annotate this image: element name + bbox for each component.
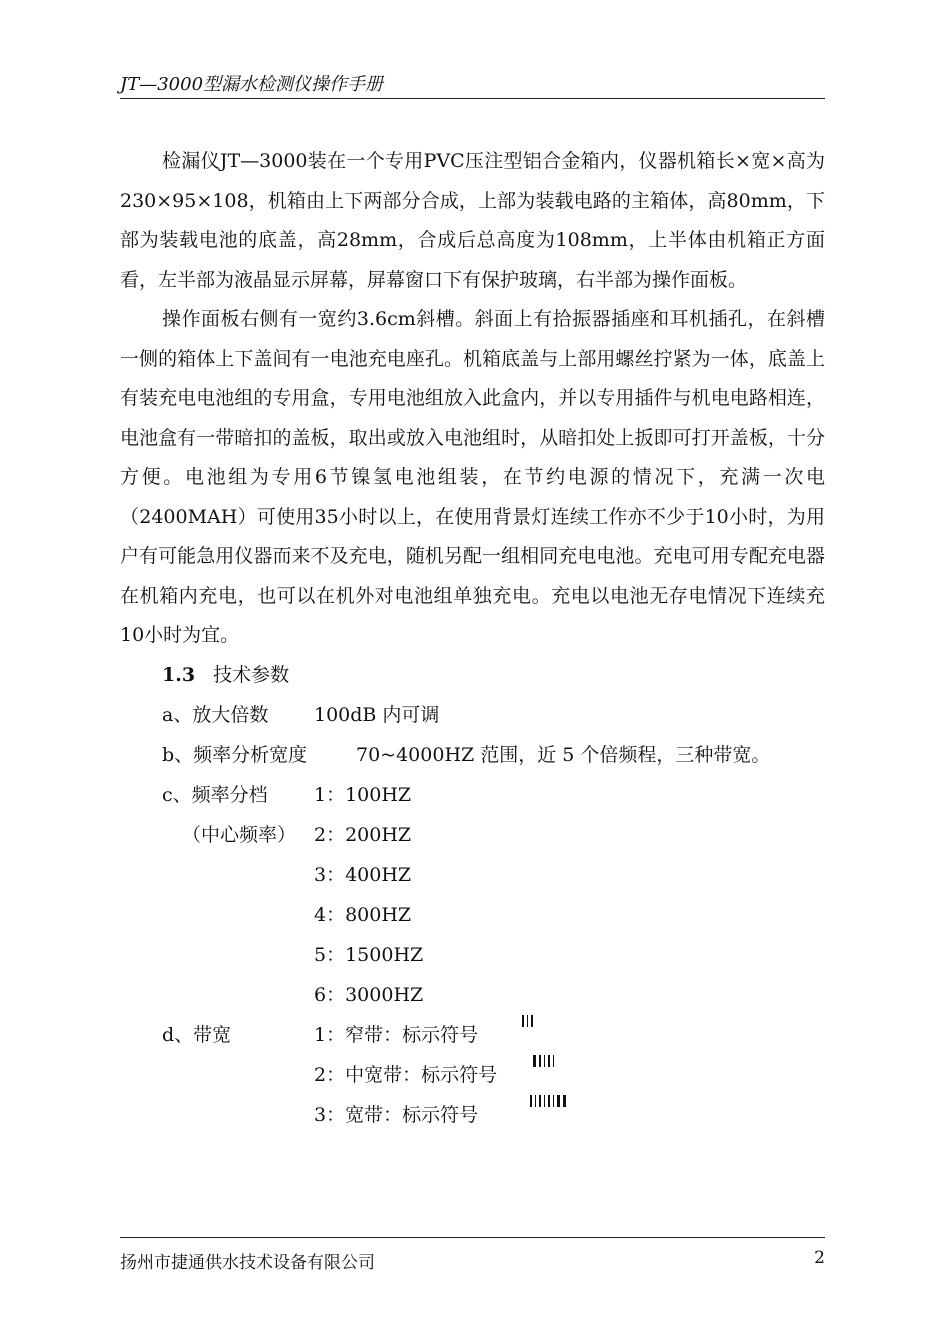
paragraph-case-description: 检漏仪JT—3000装在一个专用PVC压注型铝合金箱内，仪器机箱长×宽×高为230×95×108，机箱由上下两部分合成，上部为装载电路的主箱体，高80mm，下部为装载电池的底盖，高28mm，合成后总高度为108mm，上半体由机箱正方面看，左半部为液晶显示屏幕，屏幕窗口下有保护玻璃，右半部为操作面板。 (120, 150, 825, 291)
medium-band-symbol-icon (533, 1055, 554, 1067)
param-freq-row (120, 815, 825, 855)
param-gain (120, 695, 825, 735)
section-title: 技术参数 (213, 663, 290, 686)
document-body (120, 142, 825, 1135)
page-footer (120, 1237, 825, 1273)
wide-band-symbol-icon (530, 1095, 566, 1107)
paragraph-panel-battery: 操作面板右侧有一宽约3.6cm斜槽。斜面上有拾振器插座和耳机插孔，在斜槽一侧的箱体上下盖间有一电池充电座孔。机箱底盖与上部用螺丝拧紧为一体，底盖上有装充电电池组的专用盒，专用电池组放入此盒内，并以专用插件与机电电路相连，电池盒有一带暗扣的盖板，取出或放入电池组时，从暗扣处上扳即可打开盖板，十分方便。电池组为专用6节镍氢电池组装，在节约电源的情况下，充满一次电（2400MAH）可使用35小时以上，在使用背景灯连续工作亦不少于10小时，为用户有可能急用仪器而来不及充电，随机另配一组相同充电电池。充电可用专配充电器在机箱内充电，也可以在机外对电池组单独充电。充电以电池无存电情况下连续充10小时为宜。 (120, 308, 825, 646)
param-band-label: d、带宽 (162, 1024, 232, 1046)
freq-item: 6：3000HZ (314, 984, 424, 1006)
param-bandwidth-range (120, 735, 825, 775)
manual-title: JT—3000型漏水检测仪操作手册 (120, 74, 384, 95)
param-gain-label: a、放大倍数 (162, 704, 269, 726)
param-bandwidth-range-label: b、频率分析宽度 (162, 744, 308, 766)
param-band-row (120, 1055, 825, 1095)
band-item-narrow: 1：窄带：标示符号 (314, 1024, 479, 1046)
company-name: 扬州市捷通供水技术设备有限公司 (120, 1253, 375, 1273)
page-number: 2 (814, 1248, 825, 1268)
band-item-medium: 2：中宽带：标示符号 (314, 1064, 498, 1086)
freq-item: 3：400HZ (314, 864, 412, 886)
narrow-band-symbol-icon (522, 1015, 533, 1027)
freq-item: 5：1500HZ (314, 944, 424, 966)
section-number: 1.3 (162, 663, 196, 686)
param-freq-row (120, 935, 825, 975)
param-band-row (120, 1095, 825, 1135)
param-freq-label: c、频率分档 (162, 784, 268, 806)
param-freq-row (120, 775, 825, 815)
param-bandwidth-range-value: 70~4000HZ 范围，近 5 个倍频程，三种带宽。 (356, 744, 771, 766)
section-heading (120, 656, 825, 696)
band-item-wide: 3：宽带：标示符号 (314, 1104, 479, 1126)
param-freq-sublabel: （中心频率） (182, 824, 297, 846)
param-band-row (120, 1015, 825, 1055)
freq-item: 1：100HZ (314, 784, 412, 806)
page-header (120, 72, 825, 99)
param-freq-row (120, 975, 825, 1015)
param-gain-value: 100dB 内可调 (314, 704, 440, 726)
param-freq-row (120, 895, 825, 935)
param-freq-row (120, 855, 825, 895)
freq-item: 2：200HZ (314, 824, 412, 846)
freq-item: 4：800HZ (314, 904, 412, 926)
